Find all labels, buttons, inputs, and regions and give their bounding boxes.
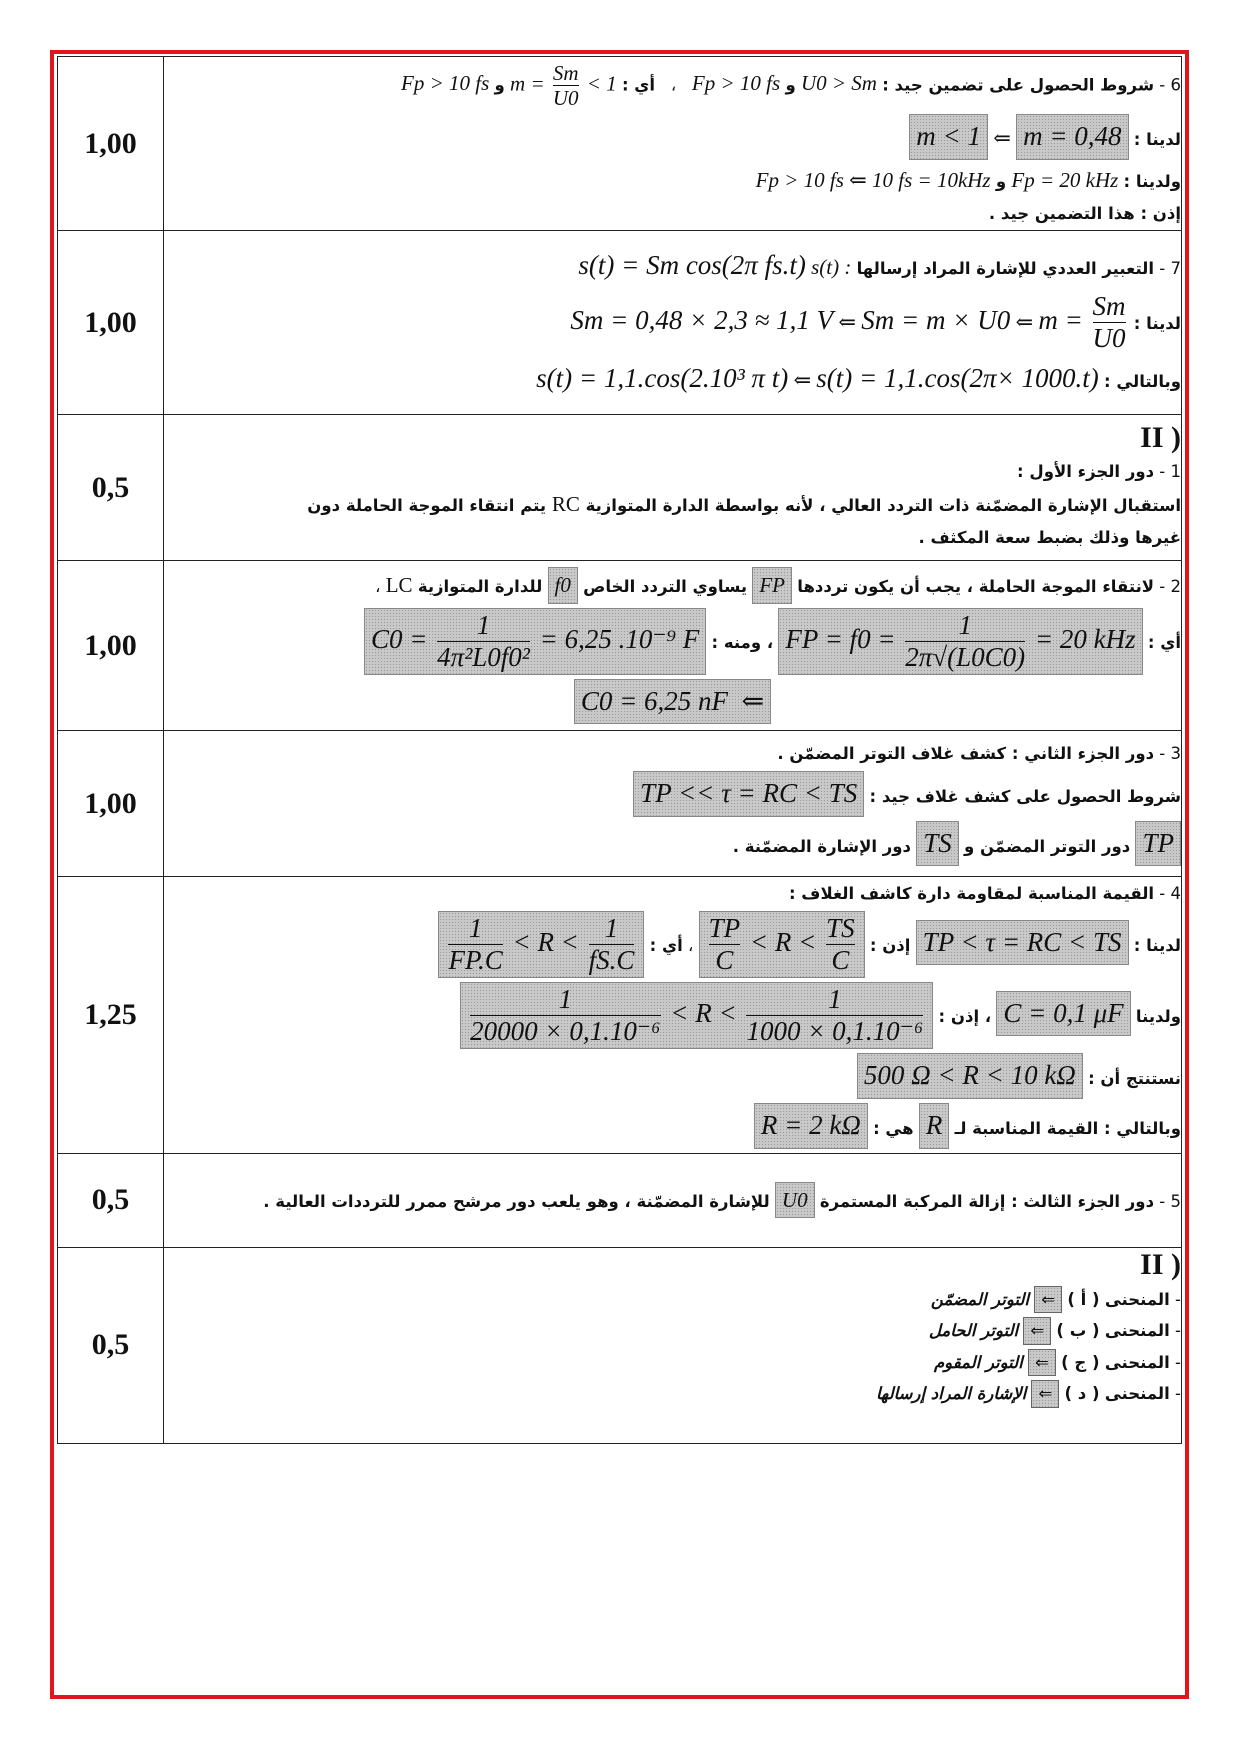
list-item: - المنحنى ( ج ) ⇐ التوتر المقوم bbox=[164, 1349, 1181, 1377]
answer-cell: 4 - القيمة المناسبة لمقاومة دارة كاشف الغلاف : لدينا : TP < τ = RC < TS إذن : $\frac{TP}{C}$ < R < $\frac{TS}{C}$ ، أي : $\frac{1}{FP.C}$ < R < $\frac{1}{fS.C}$ ولدينا C = 0,1 μF ، إذن : $\frac{1}{\text{20000 × 0,1.10⁻⁶}}$ < R < $\frac{1}{\text{1000 × 0,1.10⁻⁶}}$ نستنتج أن : 500 Ω < R < 10 kΩ وبالتالي : القيمة المناسبة لـ R هي : R = 2 kΩ bbox=[164, 877, 1182, 1153]
answer-cell: 3 - دور الجزء الثاني : كشف غلاف التوتر المضمّن . شروط الحصول على كشف غلاف جيد : TP << τ = RC < TS TP دور التوتر المضمّن و TS دور الإشارة المضمّنة . bbox=[164, 731, 1182, 877]
resistance-value: R = 2 kΩ bbox=[754, 1103, 868, 1149]
answer-table bbox=[57, 56, 1182, 1444]
answer-cell: 2 - لانتقاء الموجة الحاملة ، يجب أن يكون ترددها FP يساوي التردد الخاص f0 للدارة المتوازية LC ، أي : FP = f0 = $\frac{1}{2\pi√(L0C0)}$ = 20 kHz ، ومنه : C0 = $\frac{1}{\text{4π²L0f0²}}$ = 6,25 .10⁻⁹ F C0 = 6,25 nF ⇐ bbox=[164, 561, 1182, 731]
final-signal: s(t) = 1,1.cos(2.10³ π t) bbox=[536, 363, 789, 394]
score-cell: 0,5 bbox=[58, 415, 164, 561]
score-cell: 1,00 bbox=[58, 231, 164, 415]
table-row bbox=[58, 1247, 1182, 1443]
score-cell: 0,5 bbox=[58, 1153, 164, 1247]
resistance-range: 500 Ω < R < 10 kΩ bbox=[857, 1053, 1083, 1099]
table-row bbox=[58, 231, 1182, 415]
table-row bbox=[58, 415, 1182, 561]
table-row bbox=[58, 877, 1182, 1153]
score-cell: 1,00 bbox=[58, 57, 164, 231]
answer-cell: 7 - التعبير العددي للإشارة المراد إرسالها s(t) : s(t) = Sm cos(2π fs.t) لدينا : m = $\frac{Sm}{U0}$ ⇐ Sm = m × U0 ⇐ Sm = 0,48 × 2,3 ≈ 1,1 V وبالتالي : s(t) = 1,1.cos(2π× 1000.t) ⇐ s(t) = 1,1.cos(2.10³ π t) bbox=[164, 231, 1182, 415]
section-heading: ( II bbox=[1140, 1247, 1181, 1281]
carrier-frequency-formula: FP = f0 = $\frac{1}{2\pi√(L0C0)}$ = 20 kHz bbox=[778, 608, 1142, 675]
capacitance-formula: C0 = $\frac{1}{\text{4π²L0f0²}}$ = 6,25 .10⁻⁹ F bbox=[364, 608, 706, 675]
table-row bbox=[58, 731, 1182, 877]
score-cell: 0,5 bbox=[58, 1247, 164, 1443]
answer-cell: 6 - شروط الحصول على تضمين جيد : U0 > Sm و Fp > 10 fs ، أي : m = $\frac{Sm}{U0}$ < 1 و Fp > 10 fs لدينا : m = 0,48 ⇐ m < 1 ولدينا : Fp = 20 kHz و 10 fs = 10kHz ⇐ Fp > 10 fs إذن : هذا التضمين جيد . bbox=[164, 57, 1182, 231]
modulation-index-condition: m = $\frac{Sm}{U0}$ < 1 bbox=[510, 61, 617, 111]
list-item: - المنحنى ( أ ) ⇐ التوتر المضمّن bbox=[164, 1286, 1181, 1314]
capacitance-result: C0 = 6,25 nF ⇐ bbox=[574, 679, 771, 725]
signal-expression: s(t) = Sm cos(2π fs.t) bbox=[578, 250, 806, 281]
envelope-condition: TP << τ = RC < TS bbox=[633, 771, 864, 817]
list-item: - المنحنى ( د ) ⇐ الإشارة المراد إرسالها bbox=[164, 1380, 1181, 1408]
table-row bbox=[58, 1153, 1182, 1247]
score-cell: 1,25 bbox=[58, 877, 164, 1153]
answer-cell: 5 - دور الجزء الثالث : إزالة المركبة المستمرة U0 للإشارة المضمّنة ، وهو يلعب دور مرشح ممرر للترددات العالية . bbox=[164, 1153, 1182, 1247]
answer-cell bbox=[164, 1247, 1182, 1443]
question-heading: شروط الحصول على تضمين جيد : bbox=[882, 75, 1155, 95]
score-cell: 1,00 bbox=[58, 561, 164, 731]
table-row bbox=[58, 561, 1182, 731]
conclusion: إذن : هذا التضمين جيد . bbox=[988, 203, 1181, 223]
section-heading: ( II bbox=[1140, 420, 1181, 454]
score-cell: 1,00 bbox=[58, 731, 164, 877]
m-value: m = 0,48 bbox=[1016, 114, 1128, 160]
answer-cell: ( II 1 - دور الجزء الأول : استقبال الإشارة المضمّنة ذات التردد العالي ، لأنه بواسطة الدارة المتوازية RC يتم انتقاء الموجة الحاملة دون غيرها وذلك بضبط سعة المكثف . bbox=[164, 415, 1182, 561]
table-row bbox=[58, 57, 1182, 231]
resistance-inequality: $\frac{1}{\text{20000 × 0,1.10⁻⁶}}$ < R < $\frac{1}{\text{1000 × 0,1.10⁻⁶}}$ bbox=[460, 982, 933, 1049]
list-item: - المنحنى ( ب ) ⇐ التوتر الحامل bbox=[164, 1317, 1181, 1345]
